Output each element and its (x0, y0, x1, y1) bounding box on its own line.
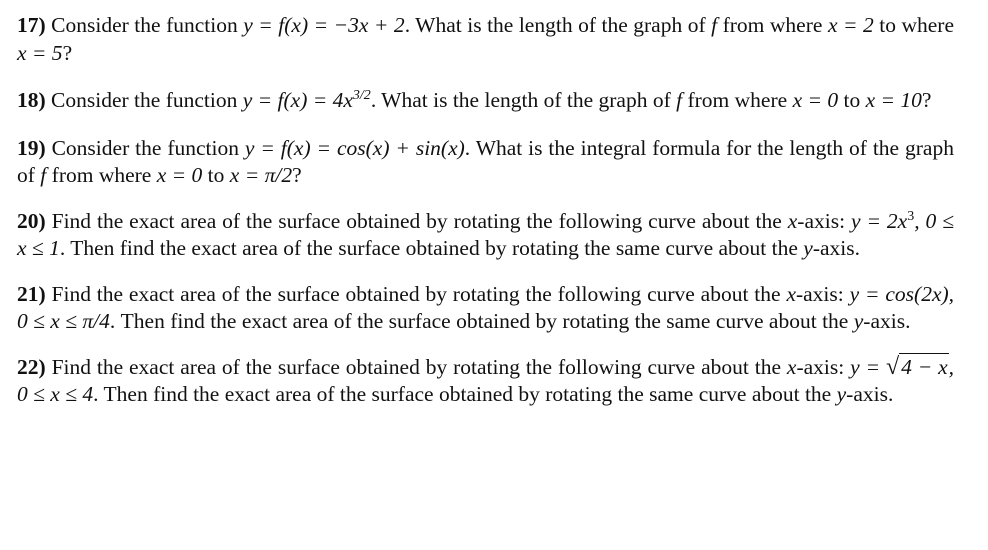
math-axis: y (803, 236, 813, 260)
problem-text: from where (687, 88, 788, 112)
problem-text: to (843, 88, 861, 112)
math-axis: y (853, 309, 864, 333)
problem-number: 21) (17, 281, 46, 306)
problem-21 (17, 281, 954, 336)
math-expression: f (40, 163, 47, 187)
problem-text: -axis. (863, 309, 911, 333)
math-expression: f (676, 88, 683, 112)
radicand: 4 − x (901, 354, 948, 379)
problem-text: to (207, 163, 225, 187)
problem-22 (17, 354, 954, 409)
problem-number: 19) (17, 135, 46, 160)
problem-text: . Then find the exact area of the surface obtained by rotating the same curve about the (59, 236, 798, 260)
math-axis: x (786, 281, 796, 306)
math-expression: y = cos(2x), 0 ≤ x ≤ π/4 (17, 281, 955, 333)
problem-18 (17, 87, 954, 115)
problem-number: 18) (17, 88, 46, 112)
math-expression: f (711, 13, 718, 37)
problem-text: . Then find the exact area of the surface obtained by rotating the same curve about the (93, 382, 832, 406)
math-expression: x = 0 (792, 88, 839, 112)
math-exponent: 3 (907, 208, 915, 224)
problem-20 (17, 208, 954, 263)
math-axis: x (786, 354, 797, 379)
math-expression: y = (850, 354, 881, 379)
math-expression: y = f(x) = 4x (242, 88, 353, 112)
math-expression: y = 2x (851, 208, 908, 233)
problem-text: from where (722, 13, 823, 37)
problem-text: Consider the function (51, 135, 239, 160)
math-expression: x = 10 (865, 88, 922, 112)
problem-text: ? (62, 40, 73, 65)
problem-text: -axis: (795, 281, 844, 306)
problem-text: Consider the function (51, 88, 238, 112)
math-axis: x (787, 208, 798, 233)
math-expression: x = π/2 (229, 163, 293, 187)
problem-number: 17) (17, 13, 46, 37)
square-root (886, 355, 949, 379)
problem-text: to where (879, 13, 954, 37)
math-expression: , 0 ≤ x ≤ 1 (17, 208, 955, 260)
math-expression: y = f(x) = cos(x) + sin(x) (244, 135, 465, 160)
problem-text: . What is the length of the graph of (370, 88, 671, 112)
problem-text: -axis: (796, 354, 845, 379)
math-expression: x = 2 (827, 13, 874, 37)
problem-text: . What is the integral formula for the length of the graph of (17, 135, 954, 187)
math-expression: y = f(x) = −3x + 2 (243, 13, 405, 37)
problem-text: ? (921, 88, 932, 112)
problem-text: Consider the function (51, 13, 238, 37)
math-expression: x = 5 (17, 40, 63, 65)
problem-number: 20) (17, 208, 46, 233)
math-exponent: 3/2 (352, 88, 371, 103)
problem-number: 22) (17, 354, 46, 379)
math-expression: , 0 ≤ x ≤ 4 (17, 354, 955, 406)
problem-text: ? (292, 163, 302, 187)
problem-text: -axis: (797, 208, 846, 233)
problem-text: Find the exact area of the surface obtained by rotating the following curve about the (51, 208, 782, 233)
problem-text: -axis. (846, 382, 894, 406)
problem-text: Find the exact area of the surface obtained by rotating the following curve about the (51, 354, 781, 379)
problem-17 (17, 12, 954, 67)
problem-19 (17, 135, 954, 190)
problem-text: . Then find the exact area of the surface obtained by rotating the same curve about the (109, 309, 849, 333)
math-axis: y (836, 382, 847, 406)
math-expression: x = 0 (156, 163, 203, 187)
radical-sign: √ (885, 353, 900, 380)
problem-text: from where (51, 163, 152, 187)
problem-text: -axis. (812, 236, 861, 260)
problem-text: . What is the length of the graph of (404, 13, 706, 37)
problem-text: Find the exact area of the surface obtained by rotating the following curve about the (51, 281, 781, 306)
